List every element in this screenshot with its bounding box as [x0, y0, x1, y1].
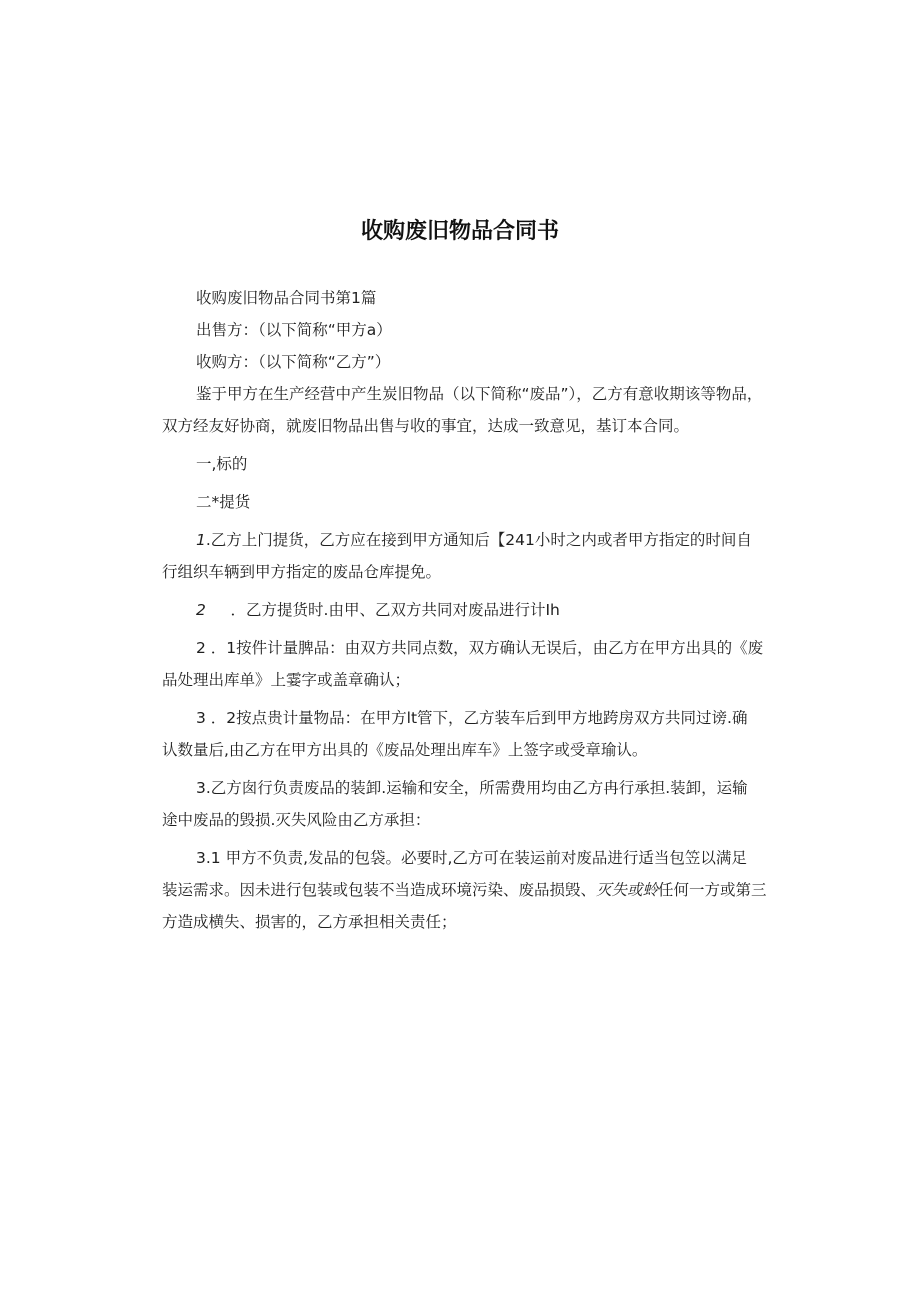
preamble-line-1: 鉴于甲方在生产经营中产生炭旧物品（以下简称“废品”），乙方有意收期该等物品， — [196, 385, 763, 403]
clause-2-text: ．乙方提货时.由甲、乙双方共同对废品进行计Ih — [230, 601, 560, 619]
clause-3-line-1: 3.乙方囱行负责废品的装卸.运输和安全，所需费用均由乙方冉行承担.装卸，运输 — [196, 779, 748, 797]
paragraph-heading: 收购废旧物品合同书第1篇 — [196, 289, 377, 307]
preamble-line-2: 双方经友好协商，就废旧物品出售与收的事宜，达成一致意见，基订本合同。 — [162, 417, 690, 435]
clause-3-1-text-b: 任何一方或第三 — [658, 881, 767, 899]
clause-3-1-line-1: 3.1 甲方不负责,发品的包袋。必要时,乙方可在装运前对废品进行适当包笠以满足 — [196, 849, 747, 867]
clause-1-line-1 — [196, 524, 768, 556]
clause-3-1-text-a: 装运需求。因未进行包装或包装不当造成环境污染、废品损毁、 — [162, 881, 597, 899]
document-body — [162, 282, 768, 938]
clause-2-line — [196, 594, 768, 626]
clause-3-1-line-3: 方造成横失、损害的，乙方承担相关责任； — [162, 913, 457, 931]
clause-1-number: 1 — [196, 531, 206, 549]
clause-1-line-2: 行组织车辆到甲方指定的废品仓库提免。 — [162, 563, 442, 581]
clause-3-line-2: 途中废品的毁损.灭失风险由乙方承担： — [162, 811, 431, 829]
buyer-line: 收购方：（以下简称“乙方”） — [196, 353, 391, 371]
clause-2-2-line-2: 认数量后,由乙方在甲方出具的《废品处理出库车》上签字或受章瑜认。 — [162, 741, 648, 759]
clause-2-number: 2 — [196, 601, 206, 619]
clause-3-1-text-italic: 灭失或蛉 — [596, 881, 659, 899]
section-subject: 一,标的 — [196, 455, 248, 473]
clause-3-1-line-2 — [162, 874, 768, 906]
clause-1-text: .乙方上门提货，乙方应在接到甲方通知后【241小时之内或者甲方指定的时间自 — [205, 531, 752, 549]
document-title: 收购废旧物品合同书 — [360, 219, 559, 244]
seller-line: 出售方：（以下简称“甲方a） — [196, 321, 392, 339]
clause-2-1-line-1: 2 ．1按件计量脾品：由双方共同点数，双方确认无误后，由乙方在甲方出具的《废 — [196, 639, 764, 657]
clause-2-2-line-1: 3 ．2按点贵计量物品：在甲方lt管下，乙方装车后到甲方地跨房双方共同过谤.确 — [196, 709, 748, 727]
clause-2-1-line-2: 品处理出库单》上霎字或盖章确认； — [162, 671, 411, 689]
section-pickup: 二*提货 — [196, 493, 251, 511]
